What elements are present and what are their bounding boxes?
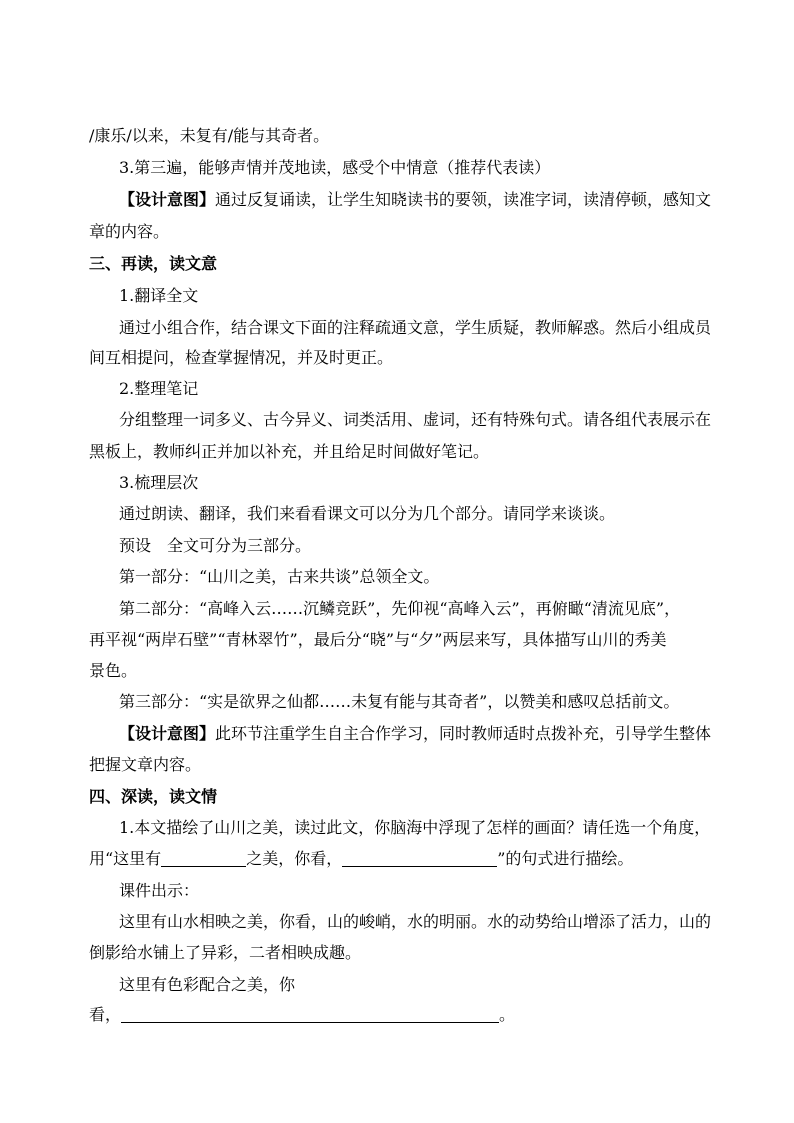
paragraph-line: 通过小组合作，结合课文下面的注释疏通文意，学生质疑，教师解惑。然后小组成员 [119, 318, 712, 337]
fill-in-line [89, 1004, 719, 1026]
subheading-translate: 1.翻译全文 [119, 286, 199, 305]
step-3-reading: 3.第三遍，能够声情并茂地读，感受个中情意（推荐代表读） [119, 158, 551, 177]
courseware-label: 课件出示： [119, 881, 200, 900]
subheading-notes: 2.整理笔记 [119, 379, 199, 398]
fill-text-b: 。 [499, 1005, 516, 1024]
paragraph-line: 把握文章内容。 [89, 755, 202, 774]
prompt-text-c: ”的句式进行描绘。 [497, 849, 634, 868]
design-intent-label: 【设计意图】 [119, 190, 216, 209]
paragraph-line: 间互相提问，检查掌握情况，并及时更正。 [89, 348, 394, 367]
paragraph-line: 第一部分：“山川之美，古来共谈”总领全文。 [119, 567, 440, 586]
section-heading-3: 三、再读，读文意 [89, 254, 218, 273]
blank-line-long[interactable] [342, 850, 497, 867]
design-intent-text: 通过反复诵读，让学生知晓读书的要领，读准字词，读清停顿，感知文 [215, 190, 712, 209]
prompt-text-a: 用“这里有 [89, 849, 162, 868]
subheading-structure: 3.梳理层次 [119, 473, 199, 492]
design-intent-label: 【设计意图】 [119, 724, 216, 743]
section-heading-4: 四、深读，读文情 [89, 787, 218, 806]
text-line-4: 章的内容。 [89, 222, 170, 241]
paragraph-line: 景色。 [89, 661, 138, 680]
paragraph-line: 通过朗读、翻译，我们来看看课文可以分为几个部分。请同学来谈谈。 [119, 504, 616, 523]
prompt-text-b: 之美，你看， [246, 849, 343, 868]
paragraph-line: 第二部分：“高峰入云……沉鳞竞跃”，先仰视“高峰入云”，再俯瞰“清流见底”， [119, 599, 681, 618]
paragraph-line: 第三部分：“实是欲界之仙都……未复有能与其奇者”，以赞美和感叹总括前文。 [119, 692, 680, 711]
paragraph-line: 再平视“两岸石壁”“青林翠竹”，最后分“晓”与“夕”两层来写，具体描写山川的秀美 [89, 630, 667, 649]
fill-text-a: 看， [89, 1005, 122, 1024]
paragraph-line: 预设 全文可分为三部分。 [119, 536, 312, 555]
blank-line-answer[interactable] [121, 1006, 499, 1023]
paragraph-line: 黑板上，教师纠正并加以补充，并且给足时间做好笔记。 [89, 442, 490, 461]
text-line-1: /康乐/以来，未复有/能与其奇者。 [89, 126, 330, 145]
paragraph-line: 1.本文描绘了山川之美，读过此文，你脑海中浮现了怎样的画面？请任选一个角度， [119, 818, 711, 837]
example-line: 这里有山水相映之美，你看，山的峻峭，水的明丽。水的动势给山增添了活力，山的 [119, 912, 712, 931]
design-intent-text: 此环节注重学生自主合作学习，同时教师适时点拨补充，引导学生整体 [215, 724, 712, 743]
example-line: 这里有色彩配合之美，你 [119, 975, 296, 994]
fill-in-prompt [89, 848, 719, 870]
blank-line-short[interactable] [161, 850, 246, 867]
design-intent-1 [119, 189, 749, 211]
example-line: 倒影给水铺上了异彩，二者相映成趣。 [89, 943, 362, 962]
paragraph-line: 分组整理一词多义、古今异义、词类活用、虚词，还有特殊句式。请各组代表展示在 [119, 410, 712, 429]
design-intent-2 [119, 723, 749, 745]
